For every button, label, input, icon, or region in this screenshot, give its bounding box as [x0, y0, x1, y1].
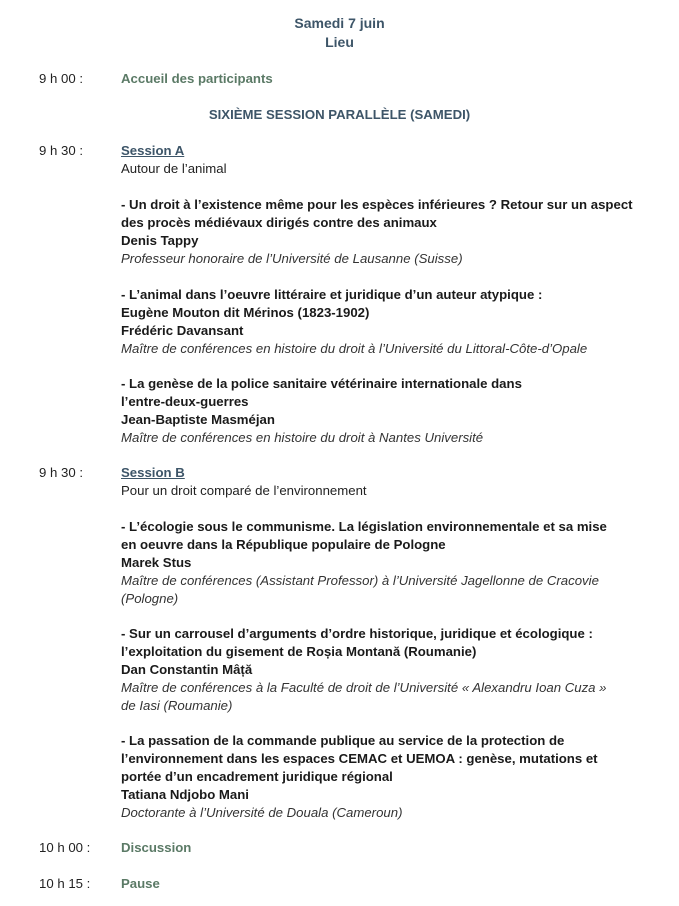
session-b-title: Session B [121, 465, 185, 480]
talk-affiliation: Doctorante à l’Université de Douala (Cameroun) [121, 805, 403, 820]
talk-title-line: l’environnement dans les espaces CEMAC et UEMOA : genèse, mutations et [121, 751, 598, 766]
talk-item [121, 732, 651, 822]
time-label: 9 h 30 : [39, 465, 83, 480]
talk-title-line: - L’animal dans l’oeuvre littéraire et juridique d’un auteur atypique : [121, 287, 543, 302]
talk-affiliation: Maître de conférences en histoire du droit à Nantes Université [121, 430, 484, 445]
talk-affiliation: Maître de conférences à la Faculté de droit de l’Université « Alexandru Ioan Cuza » [121, 680, 607, 695]
talk-title-line: - Sur un carrousel d’arguments d’ordre historique, juridique et écologique : [121, 626, 593, 641]
time-label: 9 h 30 : [39, 143, 83, 158]
talk-item [121, 518, 651, 608]
talk-author: Frédéric Davansant [121, 323, 244, 338]
talk-title-line: - La passation de la commande publique au service de la protection de [121, 733, 565, 748]
talk-title-line: - La genèse de la police sanitaire vétérinaire internationale dans [121, 376, 522, 391]
session-heading: SIXIÈME SESSION PARALLÈLE (SAMEDI) [208, 107, 471, 122]
talk-item [121, 625, 651, 715]
programme-header [0, 14, 679, 52]
talk-affiliation: Maître de conférences (Assistant Professor) à l’Université Jagellonne de Cracovie [121, 573, 599, 588]
time-label: 10 h 15 : [39, 876, 91, 891]
agenda-label: Pause [121, 876, 160, 891]
agenda-label: Discussion [121, 840, 192, 855]
talk-title-line: Eugène Mouton dit Mérinos (1823-1902) [121, 305, 370, 320]
talk-affiliation: Maître de conférences en histoire du droit à l’Université du Littoral-Côte-d’Opale [121, 341, 588, 356]
talk-title-line: en oeuvre dans la République populaire de Pologne [121, 537, 446, 552]
talk-title-line: portée d’un encadrement juridique régional [121, 769, 393, 784]
header-date: Samedi 7 juin [294, 15, 385, 31]
talk-title-line: - L’écologie sous le communisme. La législation environnementale et sa mise [121, 519, 607, 534]
time-label: 9 h 00 : [39, 71, 83, 86]
talk-author: Marek Stus [121, 555, 192, 570]
talk-author: Dan Constantin Mâță [121, 662, 253, 677]
talk-author: Jean-Baptiste Masméjan [121, 412, 275, 427]
session-a-subtitle: Autour de l’animal [121, 161, 227, 176]
talk-title-line: des procès médiévaux dirigés contre des animaux [121, 215, 437, 230]
talk-title-line: l’exploitation du gisement de Roșia Montană (Roumanie) [121, 644, 477, 659]
time-label: 10 h 00 : [39, 840, 91, 855]
talk-affiliation: (Pologne) [121, 591, 179, 606]
talk-title-line: - Un droit à l’existence même pour les espèces inférieures ? Retour sur un aspect [121, 197, 633, 212]
talk-item [121, 196, 651, 268]
talk-author: Tatiana Ndjobo Mani [121, 787, 249, 802]
session-a-title: Session A [121, 143, 185, 158]
session-b-subtitle: Pour un droit comparé de l’environnement [121, 483, 367, 498]
agenda-label: Accueil des participants [121, 71, 273, 86]
talk-affiliation: de Iasi (Roumanie) [121, 698, 233, 713]
header-place: Lieu [325, 34, 354, 50]
talk-item [121, 375, 651, 447]
talk-title-line: l’entre-deux-guerres [121, 394, 249, 409]
talk-item [121, 286, 651, 358]
talk-author: Denis Tappy [121, 233, 199, 248]
talk-affiliation: Professeur honoraire de l’Université de Lausanne (Suisse) [121, 251, 463, 266]
